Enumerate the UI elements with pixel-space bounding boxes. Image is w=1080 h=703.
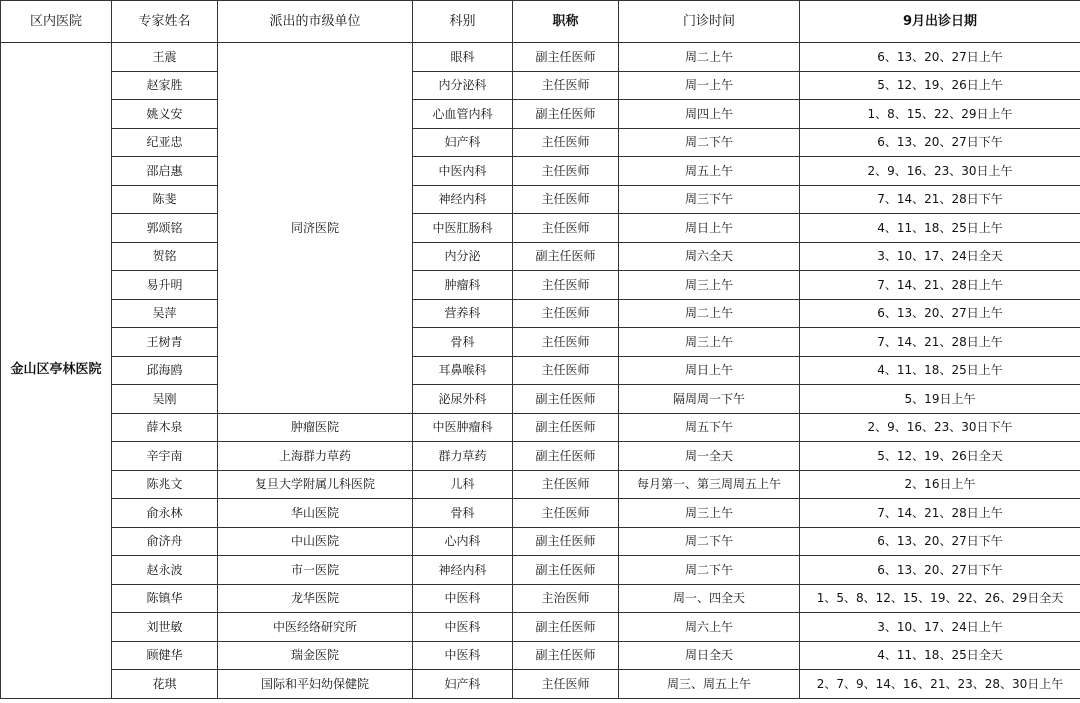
title-cell: 副主任医师 — [513, 613, 619, 642]
title-cell: 副主任医师 — [513, 527, 619, 556]
table-header — [1, 1, 1080, 43]
table-row — [1, 442, 1080, 471]
table-row — [1, 242, 1080, 271]
clinic-time-cell: 周日全天 — [619, 641, 800, 670]
expert-name-cell: 辛宇南 — [112, 442, 218, 471]
expert-name-cell: 刘世敏 — [112, 613, 218, 642]
clinic-time-cell: 周二下午 — [619, 527, 800, 556]
september-dates-cell: 5、19日上午 — [800, 385, 1080, 414]
expert-name-cell: 纪亚忠 — [112, 128, 218, 157]
september-dates-cell: 2、7、9、14、16、21、23、28、30日上午 — [800, 670, 1080, 699]
table-row — [1, 100, 1080, 129]
dispatch-unit-cell: 复旦大学附属儿科医院 — [218, 470, 413, 499]
clinic-time-cell: 周三、周五上午 — [619, 670, 800, 699]
expert-name-cell: 花琪 — [112, 670, 218, 699]
department-cell: 心内科 — [413, 527, 513, 556]
title-cell: 副主任医师 — [513, 413, 619, 442]
title-cell: 副主任医师 — [513, 100, 619, 129]
title-cell: 主治医师 — [513, 584, 619, 613]
september-dates-cell: 5、12、19、26日全天 — [800, 442, 1080, 471]
september-dates-cell: 2、9、16、23、30日下午 — [800, 413, 1080, 442]
title-cell: 副主任医师 — [513, 242, 619, 271]
september-dates-cell: 4、11、18、25日全天 — [800, 641, 1080, 670]
department-cell: 中医内科 — [413, 157, 513, 186]
dispatch-unit-cell: 同济医院 — [218, 43, 413, 414]
title-cell: 副主任医师 — [513, 43, 619, 72]
clinic-time-cell: 每月第一、第三周周五上午 — [619, 470, 800, 499]
expert-name-cell: 吴萍 — [112, 299, 218, 328]
department-cell: 骨科 — [413, 499, 513, 528]
table-row — [1, 128, 1080, 157]
september-dates-cell: 2、9、16、23、30日上午 — [800, 157, 1080, 186]
department-cell: 妇产科 — [413, 670, 513, 699]
expert-name-cell: 赵永波 — [112, 556, 218, 585]
table-row — [1, 499, 1080, 528]
september-dates-cell: 6、13、20、27日下午 — [800, 128, 1080, 157]
dispatch-unit-cell: 中山医院 — [218, 527, 413, 556]
september-dates-cell: 4、11、18、25日上午 — [800, 214, 1080, 243]
department-cell: 耳鼻喉科 — [413, 356, 513, 385]
clinic-time-cell: 周日上午 — [619, 214, 800, 243]
dispatch-unit-cell: 国际和平妇幼保健院 — [218, 670, 413, 699]
department-cell: 中医肿瘤科 — [413, 413, 513, 442]
expert-name-cell: 陈斐 — [112, 185, 218, 214]
september-dates-cell: 1、8、15、22、29日上午 — [800, 100, 1080, 129]
department-cell: 内分泌科 — [413, 71, 513, 100]
september-dates-cell: 6、13、20、27日上午 — [800, 43, 1080, 72]
expert-name-cell: 俞永林 — [112, 499, 218, 528]
clinic-time-cell: 隔周周一下午 — [619, 385, 800, 414]
title-cell: 副主任医师 — [513, 641, 619, 670]
department-cell: 儿科 — [413, 470, 513, 499]
title-cell: 主任医师 — [513, 470, 619, 499]
title-cell: 副主任医师 — [513, 442, 619, 471]
title-cell: 主任医师 — [513, 214, 619, 243]
september-dates-cell: 7、14、21、28日上午 — [800, 328, 1080, 357]
department-cell: 妇产科 — [413, 128, 513, 157]
dispatch-unit-cell: 中医经络研究所 — [218, 613, 413, 642]
department-cell: 群力草药 — [413, 442, 513, 471]
expert-name-cell: 俞济舟 — [112, 527, 218, 556]
expert-name-cell: 邱海鸥 — [112, 356, 218, 385]
department-cell: 中医肛肠科 — [413, 214, 513, 243]
table-row — [1, 613, 1080, 642]
table-row — [1, 670, 1080, 699]
clinic-time-cell: 周二下午 — [619, 128, 800, 157]
expert-name-cell: 姚义安 — [112, 100, 218, 129]
header-title: 职称 — [513, 1, 619, 43]
september-dates-cell: 3、10、17、24日上午 — [800, 613, 1080, 642]
dispatch-unit-cell: 瑞金医院 — [218, 641, 413, 670]
table-row — [1, 356, 1080, 385]
department-cell: 眼科 — [413, 43, 513, 72]
clinic-time-cell: 周六全天 — [619, 242, 800, 271]
september-dates-cell: 3、10、17、24日全天 — [800, 242, 1080, 271]
expert-name-cell: 易升明 — [112, 271, 218, 300]
header-department: 科别 — [413, 1, 513, 43]
department-cell: 营养科 — [413, 299, 513, 328]
expert-name-cell: 薛木泉 — [112, 413, 218, 442]
table-row — [1, 185, 1080, 214]
expert-name-cell: 吴刚 — [112, 385, 218, 414]
department-cell: 心血管内科 — [413, 100, 513, 129]
dispatch-unit-cell: 肿瘤医院 — [218, 413, 413, 442]
header-clinic-time: 门诊时间 — [619, 1, 800, 43]
title-cell: 副主任医师 — [513, 556, 619, 585]
table-row — [1, 385, 1080, 414]
table-row — [1, 527, 1080, 556]
department-cell: 内分泌 — [413, 242, 513, 271]
clinic-time-cell: 周二下午 — [619, 556, 800, 585]
table-row — [1, 71, 1080, 100]
september-dates-cell: 4、11、18、25日上午 — [800, 356, 1080, 385]
department-cell: 泌尿外科 — [413, 385, 513, 414]
expert-name-cell: 邵启惠 — [112, 157, 218, 186]
title-cell: 主任医师 — [513, 499, 619, 528]
table-row — [1, 214, 1080, 243]
title-cell: 主任医师 — [513, 356, 619, 385]
table-row — [1, 43, 1080, 72]
table-row — [1, 271, 1080, 300]
department-cell: 骨科 — [413, 328, 513, 357]
dispatch-unit-cell: 龙华医院 — [218, 584, 413, 613]
clinic-time-cell: 周二上午 — [619, 43, 800, 72]
expert-name-cell: 郭颂铭 — [112, 214, 218, 243]
table-row — [1, 299, 1080, 328]
september-dates-cell: 2、16日上午 — [800, 470, 1080, 499]
clinic-time-cell: 周三下午 — [619, 185, 800, 214]
clinic-time-cell: 周一、四全天 — [619, 584, 800, 613]
expert-name-cell: 顾健华 — [112, 641, 218, 670]
table-row — [1, 328, 1080, 357]
clinic-time-cell: 周二上午 — [619, 299, 800, 328]
september-dates-cell: 5、12、19、26日上午 — [800, 71, 1080, 100]
expert-name-cell: 赵家胜 — [112, 71, 218, 100]
department-cell: 神经内科 — [413, 556, 513, 585]
title-cell: 主任医师 — [513, 271, 619, 300]
title-cell: 主任医师 — [513, 670, 619, 699]
september-dates-cell: 7、14、21、28日上午 — [800, 499, 1080, 528]
expert-name-cell: 陈兆文 — [112, 470, 218, 499]
dispatch-unit-cell: 上海群力草药 — [218, 442, 413, 471]
september-dates-cell: 7、14、21、28日上午 — [800, 271, 1080, 300]
dispatch-unit-cell: 华山医院 — [218, 499, 413, 528]
local-hospital-cell: 金山区亭林医院 — [1, 43, 112, 699]
expert-name-cell: 王震 — [112, 43, 218, 72]
title-cell: 主任医师 — [513, 328, 619, 357]
title-cell: 主任医师 — [513, 185, 619, 214]
department-cell: 肿瘤科 — [413, 271, 513, 300]
clinic-time-cell: 周三上午 — [619, 328, 800, 357]
department-cell: 中医科 — [413, 584, 513, 613]
title-cell: 副主任医师 — [513, 385, 619, 414]
table-row — [1, 413, 1080, 442]
september-dates-cell: 1、5、8、12、15、19、22、26、29日全天 — [800, 584, 1080, 613]
september-dates-cell: 6、13、20、27日上午 — [800, 299, 1080, 328]
header-september-dates: 9月出诊日期 — [800, 1, 1080, 43]
title-cell: 主任医师 — [513, 71, 619, 100]
table-row — [1, 641, 1080, 670]
clinic-time-cell: 周三上午 — [619, 271, 800, 300]
table-row — [1, 157, 1080, 186]
september-dates-cell: 6、13、20、27日下午 — [800, 527, 1080, 556]
clinic-time-cell: 周六上午 — [619, 613, 800, 642]
title-cell: 主任医师 — [513, 128, 619, 157]
table-row — [1, 470, 1080, 499]
department-cell: 中医科 — [413, 641, 513, 670]
clinic-time-cell: 周一全天 — [619, 442, 800, 471]
table-body — [1, 43, 1080, 699]
clinic-time-cell: 周日上午 — [619, 356, 800, 385]
clinic-time-cell: 周四上午 — [619, 100, 800, 129]
expert-name-cell: 陈镇华 — [112, 584, 218, 613]
department-cell: 中医科 — [413, 613, 513, 642]
september-dates-cell: 7、14、21、28日下午 — [800, 185, 1080, 214]
title-cell: 主任医师 — [513, 157, 619, 186]
table-row — [1, 584, 1080, 613]
clinic-time-cell: 周三上午 — [619, 499, 800, 528]
header-dispatch-unit: 派出的市级单位 — [218, 1, 413, 43]
table-row — [1, 556, 1080, 585]
expert-name-cell: 王树青 — [112, 328, 218, 357]
clinic-time-cell: 周一上午 — [619, 71, 800, 100]
header-local-hospital: 区内医院 — [1, 1, 112, 43]
clinic-time-cell: 周五下午 — [619, 413, 800, 442]
dispatch-unit-cell: 市一医院 — [218, 556, 413, 585]
clinic-time-cell: 周五上午 — [619, 157, 800, 186]
expert-name-cell: 贺铭 — [112, 242, 218, 271]
header-expert-name: 专家姓名 — [112, 1, 218, 43]
header-row — [1, 1, 1080, 43]
title-cell: 主任医师 — [513, 299, 619, 328]
department-cell: 神经内科 — [413, 185, 513, 214]
september-dates-cell: 6、13、20、27日下午 — [800, 556, 1080, 585]
